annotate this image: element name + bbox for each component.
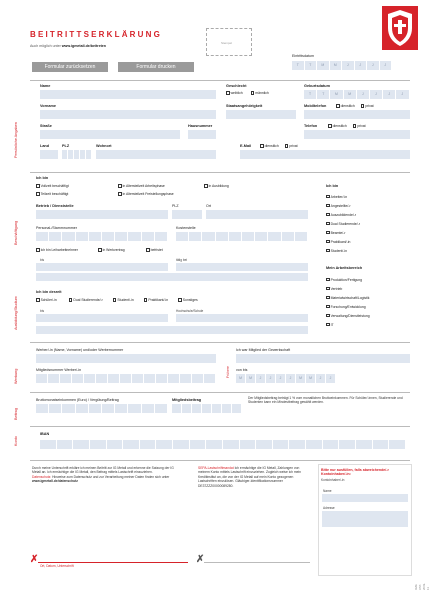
iban-cell[interactable] — [256, 440, 273, 449]
divider — [30, 80, 410, 81]
telefon-input[interactable] — [304, 130, 410, 139]
option-label: Praktikant/-in — [330, 239, 351, 244]
land-label: Land — [40, 144, 50, 148]
right-status-option — [326, 201, 360, 210]
staatsangehoerigkeit-label: Staatsangehörigkeit — [226, 104, 263, 108]
iban-cell[interactable] — [373, 440, 390, 449]
name-label: Name — [40, 84, 51, 88]
geburtsdatum-label: Geburtsdatum — [304, 84, 330, 88]
email-options — [260, 144, 298, 148]
option-label: Schüler/-in — [40, 298, 57, 302]
right-status-checkbox[interactable] — [326, 249, 330, 253]
von-bis-input[interactable] — [236, 374, 336, 383]
section-label-ausbildung: Ausbildung/Studium — [14, 296, 18, 330]
mask-cell[interactable]: T — [304, 90, 317, 99]
arbeitsbereich-option — [326, 302, 370, 311]
werber-label: Werber/-in (Name, Vorname) und/oder Werbernummer — [36, 348, 124, 352]
signature-mark-icon: ✗ — [30, 554, 39, 565]
right-ich-bin-label: Ich bin — [326, 184, 339, 188]
option-label: in Altersteilzeit Arbeitsphase — [122, 184, 165, 188]
hausnummer-input[interactable] — [188, 130, 216, 139]
iban-cell[interactable] — [223, 440, 240, 449]
right-status-option — [326, 210, 360, 219]
mask-cell[interactable]: M — [330, 61, 343, 70]
divider — [30, 426, 410, 427]
right-status-option — [326, 192, 360, 201]
bis-input[interactable] — [36, 263, 168, 271]
arbeitsbereich-option — [326, 275, 370, 284]
footer-col2 — [198, 466, 308, 488]
eintrittsdatum-field[interactable] — [292, 61, 392, 70]
option-label: Student/-in — [330, 248, 347, 253]
ausbildung-extra-input[interactable] — [36, 326, 308, 334]
iban-cell[interactable] — [107, 440, 124, 449]
page-subtitle — [30, 44, 106, 48]
betrieb-input[interactable] — [36, 210, 168, 219]
personalnr-input[interactable] — [36, 232, 168, 241]
mask-cell[interactable]: J — [380, 61, 393, 70]
option-label: Praktikant/-in — [148, 298, 169, 302]
wohnort-label: Wohnort — [96, 144, 112, 148]
ich-bin-label: Ich bin — [36, 176, 49, 180]
option-label: in Altersteilzeit Freistellungsphase — [122, 192, 174, 196]
divider — [30, 342, 410, 343]
arbeitsbereich-label: Mein Arbeitsbereich — [326, 266, 363, 270]
mask-cell[interactable]: J — [286, 374, 296, 383]
footer-sepa-label: SEPA-Lastschriftmandat — [198, 466, 234, 470]
option-label: privat — [357, 124, 366, 128]
praktikant-checkbox[interactable] — [144, 298, 148, 302]
taetig-input[interactable] — [176, 263, 308, 271]
eintrittsdatum-label: Eintrittsdatum — [292, 54, 314, 58]
vorname-input[interactable] — [40, 110, 216, 119]
arbeitsbereich-checkbox[interactable] — [326, 323, 330, 327]
betrieb-plz-input[interactable] — [172, 210, 202, 219]
ausbildung-bis-label: bis — [40, 309, 45, 313]
iban-cell[interactable] — [389, 440, 406, 449]
right-status-checkbox[interactable] — [326, 222, 330, 226]
option-label: privat — [289, 144, 298, 148]
mask-cell[interactable]: M — [344, 90, 357, 99]
mask-cell[interactable]: M — [246, 374, 256, 383]
mitgliedsbeitrag-label: Mitgliedsbeitrag — [172, 398, 202, 402]
section-label-personal: Persönliche Angaben — [14, 122, 18, 158]
iban-cell[interactable] — [323, 440, 340, 449]
right-status-checkbox[interactable] — [326, 240, 330, 244]
von-bis-label: von bis — [236, 368, 248, 372]
ausbildung-checkbox[interactable] — [204, 184, 208, 188]
page-title: BEITRITTSERKLÄRUNG — [30, 30, 163, 39]
email-dienstlich-checkbox[interactable] — [260, 144, 264, 148]
mask-cell[interactable]: J — [256, 374, 266, 383]
telefon-dienstlich-checkbox[interactable] — [328, 124, 332, 128]
vollzeit-checkbox[interactable] — [36, 184, 40, 188]
plz-label: PLZ — [62, 144, 70, 148]
footer-col2-text: Ich ermächtige die IG Metall, Zahlungen von meinem Konto mittels Lastschrift einzuziehen. Zugleich weise ich mein Kreditinstitut an, die von der IG Metall auf mein Konto gezogenen Lastschriften einzulösen. Gläubiger-Identifikationsnummer DE37ZZZ00000089280. — [198, 466, 301, 488]
option-label: Student/-in — [117, 298, 134, 302]
iban-cell[interactable] — [306, 440, 323, 449]
email-privat-checkbox[interactable] — [285, 144, 289, 148]
option-label: Arbeiter/-in — [330, 194, 348, 199]
subtitle-prefix: Auch möglich unter — [30, 44, 61, 48]
right-status-checkbox[interactable] — [326, 195, 330, 199]
brutto-input[interactable] — [36, 404, 168, 413]
option-label: Ich bin Leiharbeitnehmer — [40, 248, 78, 252]
iban-label: IBAN — [40, 432, 50, 436]
staatsangehoerigkeit-input[interactable] — [226, 110, 296, 119]
signature-label-1: Ort, Datum, Unterschrift — [40, 564, 74, 568]
befristet-checkbox[interactable] — [146, 248, 150, 252]
mask-cell[interactable]: J — [370, 90, 383, 99]
werber-input[interactable] — [36, 354, 216, 363]
divider — [30, 172, 410, 173]
brutto-label: Bruttomonatseinkommen (Euro) / Vergütung/Beitrag — [36, 398, 119, 402]
betrieb-ort-label: Ort — [206, 204, 211, 208]
option-label: Forschung/Entwicklung — [330, 304, 366, 309]
section-label-werbung: Werbung — [14, 368, 18, 384]
option-label: Vollzeit beschäftigt — [40, 184, 69, 188]
right-status-option — [326, 219, 360, 228]
bis-label: bis — [40, 258, 45, 262]
arbeitsbereich-option — [326, 293, 370, 302]
beitrag-note: Der Mitgliedsbeitrag beträgt 1 % vom monatlichen Bruttoeinkommen. Für Schüler/-innen, Studierende und Studenten kann ein Mindestbeitrag gewählt werden. — [248, 396, 403, 405]
iban-cell[interactable] — [240, 440, 257, 449]
mask-cell[interactable]: M — [317, 61, 330, 70]
right-options — [326, 192, 360, 255]
name-input[interactable] — [40, 90, 216, 99]
email-label: E-Mail — [240, 144, 252, 148]
hausnummer-label: Hausnummer — [188, 124, 213, 128]
mask-cell[interactable]: J — [342, 61, 355, 70]
mask-cell[interactable]: J — [326, 374, 336, 383]
hochschule-label: Hochschule/Schule — [176, 309, 204, 313]
iban-cell[interactable] — [140, 440, 157, 449]
option-label: männlich — [255, 91, 269, 95]
option-label: Produktion/Fertigung — [330, 277, 363, 282]
option-label: in Werkvertrag — [102, 248, 125, 252]
mask-cell[interactable]: M — [330, 90, 343, 99]
footer-col3-addr-input[interactable] — [322, 511, 408, 527]
kostenstelle-label: Kostenstelle — [176, 226, 196, 230]
option-label: Angestellte/-r — [330, 203, 351, 208]
option-label: Dual Studierende/-r — [330, 221, 360, 226]
status-option — [36, 192, 68, 196]
mitgliedsbeitrag-input[interactable] — [172, 404, 242, 413]
vorname-label: Vorname — [40, 104, 56, 108]
right-status-option — [326, 246, 360, 255]
kostenstelle-input[interactable] — [176, 232, 308, 241]
geschlecht-label: Geschlecht — [226, 84, 247, 88]
signature-line-2[interactable] — [204, 562, 310, 563]
extra-option — [146, 248, 163, 252]
status-option — [204, 184, 229, 188]
footer-datenschutz-label: Datenschutz: — [32, 474, 52, 479]
footer-col1-more: Hinweise zum Datenschutz und zur Verarbeitung meiner Daten finden sich unter — [52, 474, 170, 479]
arbeitsbereich-option — [326, 284, 370, 293]
option-label: Auszubildende/-r — [330, 212, 357, 217]
option-label: Dual Studierende/-r — [73, 298, 103, 302]
iban-cell[interactable] — [190, 440, 207, 449]
mobil-privat-checkbox[interactable] — [361, 104, 365, 108]
mask-cell[interactable]: J — [355, 61, 368, 70]
mask-cell[interactable]: T — [317, 90, 330, 99]
mobil-options — [336, 104, 374, 108]
schueler-checkbox[interactable] — [36, 298, 40, 302]
section-label-frueher: Frühere — [226, 366, 230, 378]
arbeitsbereich-checkbox[interactable] — [326, 314, 330, 318]
right-status-option — [326, 228, 360, 237]
iban-cell[interactable] — [156, 440, 173, 449]
footer-col1 — [32, 466, 182, 484]
section-label-beruf: Beschäftigung — [14, 220, 18, 245]
mitglied-werber-input[interactable] — [36, 374, 216, 383]
ich-war-label: Ich war Mitglied der Gewerkschaft — [236, 348, 291, 352]
option-label: befristet — [150, 248, 163, 252]
option-label: Verwaltung/Dienstleistung — [330, 313, 370, 318]
wohnort-input[interactable] — [96, 150, 216, 159]
mask-cell[interactable]: T — [305, 61, 318, 70]
option-label: weiblich — [230, 91, 243, 95]
leiharbeit-checkbox[interactable] — [36, 248, 40, 252]
right-status-option — [326, 237, 360, 246]
mask-cell[interactable]: M — [296, 374, 306, 383]
option-label: Teilzeit beschäftigt — [40, 192, 69, 196]
iban-cell[interactable] — [273, 440, 290, 449]
iban-cell[interactable] — [289, 440, 306, 449]
reset-button[interactable]: Formular zurücksetzen — [32, 62, 108, 72]
mask-cell[interactable]: J — [276, 374, 286, 383]
extra-option — [36, 248, 78, 252]
status-option — [36, 184, 69, 188]
iban-cell[interactable] — [173, 440, 190, 449]
betrieb-plz-label: PLZ — [172, 204, 179, 208]
footer-col3-addr: Adresse — [323, 505, 335, 510]
footer-col3-name: Name — [323, 488, 332, 493]
divider — [30, 392, 410, 393]
telefon-label: Telefon — [304, 124, 318, 128]
arbeitsbereich-checkbox[interactable] — [326, 287, 330, 291]
personalnr-label: Personal-/Stammnummer — [36, 226, 77, 230]
strasse-input[interactable] — [40, 130, 180, 139]
firma-input[interactable] — [36, 273, 308, 281]
footer-datenschutz-link[interactable]: www.igmetall.de/datenschutz — [32, 479, 78, 484]
hochschule-input[interactable] — [176, 314, 308, 322]
right-status-checkbox[interactable] — [326, 204, 330, 208]
mask-cell[interactable]: J — [383, 90, 396, 99]
arbeitsbereich-checkbox[interactable] — [326, 278, 330, 282]
subtitle-url[interactable]: www.igmetall.de/beitreten — [61, 44, 106, 48]
iban-cell[interactable] — [356, 440, 373, 449]
iban-cell[interactable] — [40, 440, 57, 449]
option-label: Sonstiges — [182, 298, 198, 302]
option-label: Materialwirtschaft/Logistik — [330, 295, 370, 300]
geschlecht-weiblich-checkbox[interactable] — [226, 91, 230, 95]
mask-cell[interactable]: M — [236, 374, 246, 383]
werkvertrag-checkbox[interactable] — [98, 248, 102, 252]
strasse-label: Straße — [40, 124, 52, 128]
mobil-dienstlich-checkbox[interactable] — [336, 104, 340, 108]
stamp-area — [206, 28, 252, 56]
mask-cell[interactable]: M — [306, 374, 316, 383]
mitglied-werber-label: Mitgliedsnummer Werber/-in — [36, 368, 82, 372]
ausbildung-label: Ich bin derzeit — [36, 290, 62, 294]
option-label: in Ausbildung — [208, 184, 229, 188]
mask-cell[interactable]: J — [367, 61, 380, 70]
ausbildung-bis-input[interactable] — [36, 314, 168, 322]
atz-frei-checkbox[interactable] — [118, 192, 122, 196]
atz-arbeit-checkbox[interactable] — [118, 184, 122, 188]
iban-cell[interactable] — [73, 440, 90, 449]
betrieb-ort-input[interactable] — [206, 210, 308, 219]
ich-war-input[interactable] — [236, 354, 410, 363]
iban-cell[interactable] — [123, 440, 140, 449]
option-label: privat — [365, 104, 374, 108]
form-code: IGM-VST-2019-11 — [414, 582, 430, 590]
geburtsdatum-field[interactable] — [304, 90, 410, 99]
status-option — [118, 192, 174, 196]
email-input[interactable] — [240, 150, 410, 159]
geschlecht-maennlich-checkbox[interactable] — [251, 91, 255, 95]
iban-input[interactable] — [40, 440, 410, 449]
iban-cell[interactable] — [57, 440, 74, 449]
arbeitsbereich-options — [326, 275, 370, 329]
print-button[interactable]: Formular drucken — [118, 62, 194, 72]
footer-col3-sub: Kontoinhaber/-in — [321, 477, 345, 482]
telefon-privat-checkbox[interactable] — [353, 124, 357, 128]
teilzeit-checkbox[interactable] — [36, 192, 40, 196]
status-option — [118, 184, 165, 188]
taetig-label: tätig bei — [176, 258, 188, 262]
signature-mark-icon-2: ✗ — [196, 554, 205, 565]
option-label: dienstlich — [332, 124, 347, 128]
stamp-label: Stempel — [221, 41, 233, 45]
mask-cell[interactable]: J — [266, 374, 276, 383]
iban-cell[interactable] — [339, 440, 356, 449]
extra-option — [98, 248, 125, 252]
dual-checkbox[interactable] — [69, 298, 73, 302]
right-status-checkbox[interactable] — [326, 213, 330, 217]
arbeitsbereich-option — [326, 311, 370, 320]
telefon-options — [328, 124, 366, 128]
footer-col1-text: Durch meine Unterschrift erkläre ich meinen Beitritt zur IG Metall und erkenne die Satzung der IG Metall an. Ich ermächtige die IG Metall, den Beitrag mittels Lastschrift einzuziehen. — [32, 466, 174, 475]
option-label: dienstlich — [264, 144, 279, 148]
mobil-input[interactable] — [304, 110, 410, 119]
option-label: Beamte/-r — [330, 230, 346, 235]
arbeitsbereich-checkbox[interactable] — [326, 305, 330, 309]
section-label-iban: Konto — [14, 436, 18, 446]
mobil-label: Mobiltelefon — [304, 104, 327, 108]
student-checkbox[interactable] — [113, 298, 117, 302]
land-input[interactable] — [40, 150, 58, 159]
ig-metall-logo-icon — [382, 6, 418, 50]
footer-col3-name-input[interactable] — [322, 494, 408, 502]
iban-cell[interactable] — [206, 440, 223, 449]
signature-line[interactable] — [38, 562, 188, 563]
right-status-checkbox[interactable] — [326, 231, 330, 235]
betrieb-label: Betrieb / Dienststelle — [36, 204, 74, 208]
iban-cell[interactable] — [90, 440, 107, 449]
footer-col3-box — [318, 464, 412, 576]
geschlecht-options — [226, 91, 269, 95]
arbeitsbereich-checkbox[interactable] — [326, 296, 330, 300]
plz-input[interactable] — [62, 150, 92, 159]
mask-cell[interactable]: T — [292, 61, 305, 70]
mask-cell[interactable]: J — [357, 90, 370, 99]
option-label: IT — [330, 322, 334, 327]
ausbildung-options — [36, 298, 198, 302]
arbeitsbereich-option — [326, 320, 370, 329]
option-label: dienstlich — [340, 104, 355, 108]
section-label-beitrag: Beitrag — [14, 407, 18, 420]
footer-col3-title: Bitte nur ausfüllen, falls abweichende/-r Kontoinhaber/-in: — [321, 468, 389, 477]
option-label: Vertrieb — [330, 286, 343, 291]
sonstiges-checkbox[interactable] — [178, 298, 182, 302]
mask-cell[interactable]: J — [396, 90, 409, 99]
divider — [30, 460, 410, 461]
mask-cell[interactable]: J — [316, 374, 326, 383]
